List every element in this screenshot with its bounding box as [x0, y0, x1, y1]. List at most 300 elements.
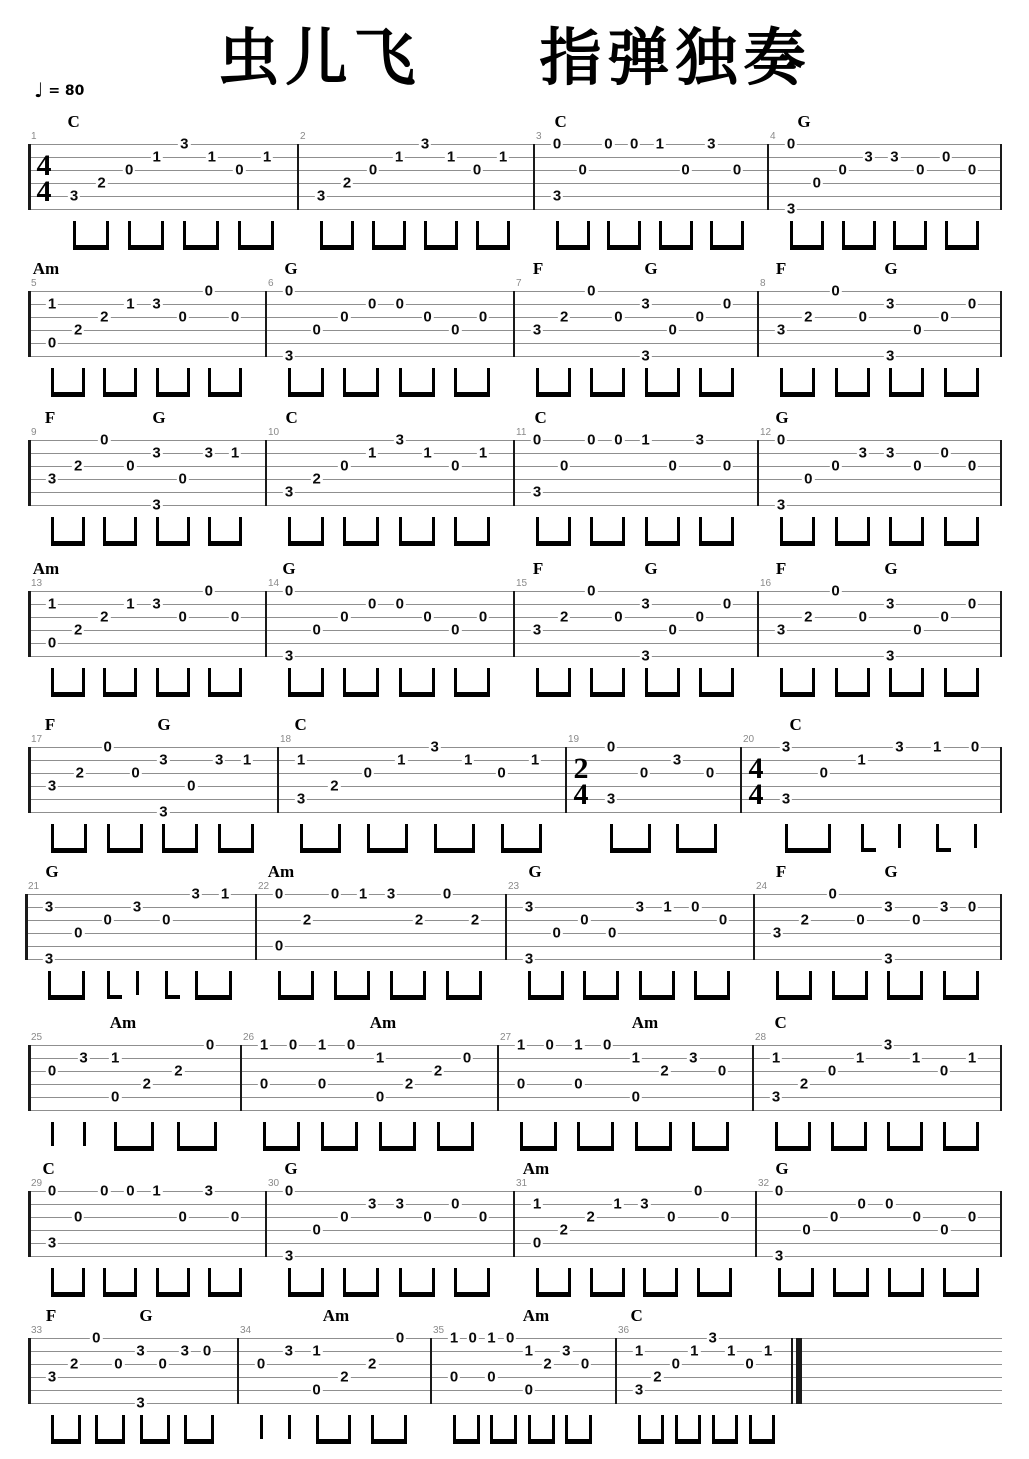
- final-thick-barline: [796, 1338, 802, 1404]
- measure-number: 1: [31, 131, 37, 142]
- fret-number: 0: [204, 582, 214, 600]
- beam-group: [842, 221, 876, 250]
- fret-number: 2: [174, 1062, 183, 1080]
- fret-number: 0: [423, 308, 432, 326]
- fret-number: 0: [587, 282, 596, 300]
- measure-number: 11: [516, 427, 527, 438]
- measure-barline: [28, 440, 31, 506]
- measure-barline: [265, 291, 267, 357]
- fret-number: 1: [126, 595, 135, 613]
- fret-number: 0: [256, 1355, 266, 1373]
- beam-group: [590, 517, 625, 546]
- fret-number: 0: [235, 161, 244, 179]
- fret-number: 0: [346, 1036, 356, 1054]
- fret-number: 0: [574, 1075, 583, 1093]
- measure-number: 33: [31, 1325, 43, 1336]
- fret-number: 3: [672, 751, 682, 769]
- staff-line: [28, 304, 1002, 305]
- beam-group: [156, 668, 190, 697]
- fret-number: 0: [940, 1221, 949, 1239]
- beam-group: [887, 971, 923, 1000]
- fret-number: 3: [776, 621, 786, 639]
- fret-number: 1: [220, 885, 230, 903]
- measure-barline: [265, 440, 267, 506]
- fret-number: 1: [358, 885, 368, 903]
- fret-number: 0: [607, 924, 617, 942]
- chord-label: C: [285, 408, 298, 427]
- measure-number: 35: [433, 1325, 445, 1336]
- fret-number: 3: [420, 135, 430, 153]
- fret-number: 2: [302, 911, 312, 929]
- fret-number: 0: [812, 174, 822, 192]
- beam-group: [343, 368, 379, 397]
- measure-number: 20: [743, 734, 755, 745]
- measure-barline: [740, 747, 742, 813]
- fret-number: 1: [771, 1049, 781, 1067]
- fret-number: 0: [916, 161, 925, 179]
- fret-number: 2: [69, 1355, 79, 1373]
- measure-number: 16: [760, 578, 772, 589]
- measure-barline: [615, 1338, 617, 1404]
- measure-barline: [757, 440, 759, 506]
- fret-number: 0: [614, 431, 623, 449]
- beam-group: [103, 668, 137, 697]
- fret-number: 0: [178, 608, 187, 626]
- fret-number: 0: [103, 911, 112, 929]
- fret-number: 1: [397, 751, 406, 769]
- beam-group: [321, 1122, 358, 1151]
- beam-stem: [288, 1415, 291, 1439]
- time-signature: [570, 752, 592, 811]
- fret-number: 3: [47, 1234, 57, 1252]
- fret-number: 1: [613, 1195, 622, 1213]
- beam-group: [565, 1415, 592, 1444]
- staff-line: [28, 291, 1002, 292]
- fret-number: 0: [284, 1182, 294, 1200]
- staff-line: [28, 1243, 1002, 1244]
- staff-line: [28, 812, 1002, 813]
- beam-stem: [974, 824, 977, 848]
- staff-line: [28, 343, 1002, 344]
- chord-label: G: [884, 862, 898, 881]
- measure-barline: [757, 291, 759, 357]
- fret-number: 0: [478, 308, 488, 326]
- fret-number: 2: [433, 1062, 443, 1080]
- fret-number: 3: [395, 1195, 405, 1213]
- chord-label: Am: [322, 1306, 350, 1325]
- beam-group: [140, 1415, 170, 1444]
- fret-number: 1: [367, 444, 377, 462]
- beam-group: [785, 824, 831, 853]
- measure-barline: [28, 747, 31, 813]
- fret-number: 0: [312, 321, 321, 339]
- measure-number: 15: [516, 578, 528, 589]
- fret-number: 2: [100, 308, 109, 326]
- fret-number: 0: [274, 885, 284, 903]
- beam-group: [590, 1268, 625, 1297]
- beam-stem-foot: [936, 824, 951, 852]
- fret-number: 0: [912, 911, 921, 929]
- fret-number: 3: [689, 1049, 698, 1067]
- fret-number: 1: [530, 751, 540, 769]
- beam-group: [48, 971, 85, 1000]
- fret-number: 3: [152, 496, 161, 514]
- chord-label: F: [45, 1306, 57, 1325]
- measure-barline: [28, 591, 31, 657]
- measure-number: 26: [243, 1032, 255, 1043]
- staff-line: [28, 1191, 1002, 1192]
- fret-number: 1: [423, 444, 432, 462]
- fret-number: 3: [44, 898, 54, 916]
- fret-number: 1: [207, 148, 217, 166]
- chord-label: C: [630, 1306, 643, 1325]
- fret-number: 0: [668, 321, 677, 339]
- time-signature-digit: 4: [573, 778, 589, 811]
- staff-line: [28, 183, 1002, 184]
- chord-label: G: [644, 259, 658, 278]
- fret-number: 3: [47, 1368, 57, 1386]
- fret-number: 1: [317, 1036, 327, 1054]
- beam-group: [95, 1415, 125, 1444]
- beam-group: [536, 517, 571, 546]
- beam-group: [288, 668, 324, 697]
- chord-label: G: [284, 259, 298, 278]
- fret-number: 3: [885, 647, 895, 665]
- staff-line: [28, 170, 1002, 171]
- fret-number: 3: [858, 444, 868, 462]
- fret-number: 3: [152, 595, 161, 613]
- fret-number: 3: [524, 950, 534, 968]
- row-end-barline: [1000, 440, 1002, 506]
- measure-number: 17: [31, 734, 43, 745]
- fret-number: 0: [472, 161, 482, 179]
- measure-number: 22: [258, 881, 270, 892]
- fret-number: 0: [831, 582, 840, 600]
- fret-number: 0: [532, 431, 542, 449]
- fret-number: 1: [855, 1049, 865, 1067]
- fret-number: 2: [543, 1355, 552, 1373]
- measure-number: 30: [268, 1178, 280, 1189]
- chord-label: F: [775, 862, 787, 881]
- fret-number: 2: [470, 911, 480, 929]
- beam-stem: [136, 971, 139, 995]
- fret-number: 0: [856, 911, 865, 929]
- beam-group: [528, 971, 564, 1000]
- fret-number: 0: [667, 1208, 676, 1226]
- measure-number: 8: [760, 278, 766, 289]
- measure-number: 2: [300, 131, 306, 142]
- chord-label: Am: [267, 862, 295, 881]
- fret-number: 3: [152, 444, 161, 462]
- beam-group: [390, 971, 426, 1000]
- fret-number: 1: [47, 595, 57, 613]
- beam-group: [635, 1122, 672, 1151]
- measure-number: 25: [31, 1032, 43, 1043]
- staff-line: [28, 643, 1002, 644]
- fret-number: 3: [159, 751, 168, 769]
- fret-number: 1: [259, 1036, 269, 1054]
- measure-number: 29: [31, 1178, 43, 1189]
- fret-number: 0: [827, 1062, 837, 1080]
- staff-line: [28, 1403, 1002, 1404]
- fret-number: 0: [202, 1342, 212, 1360]
- beam-group: [399, 668, 435, 697]
- measure-number: 21: [28, 881, 40, 892]
- staff-line: [28, 157, 1002, 158]
- beam-group: [399, 517, 435, 546]
- fret-number: 2: [586, 1208, 595, 1226]
- fret-number: 3: [885, 595, 895, 613]
- beam-group: [556, 221, 590, 250]
- beam-group: [699, 368, 734, 397]
- fret-number: 0: [230, 308, 240, 326]
- beam-group: [238, 221, 274, 250]
- staff-line: [28, 747, 1002, 748]
- fret-number: 3: [214, 751, 224, 769]
- fret-number: 0: [857, 1195, 866, 1213]
- beam-group: [208, 1268, 242, 1297]
- fret-number: 3: [367, 1195, 377, 1213]
- fret-number: 0: [913, 321, 922, 339]
- fret-number: 3: [524, 898, 534, 916]
- measure-barline: [297, 144, 299, 210]
- beam-group: [334, 971, 370, 1000]
- fret-number: 0: [363, 764, 373, 782]
- beam-group: [51, 824, 87, 853]
- beam-stem: [51, 1122, 54, 1146]
- chord-label: G: [284, 1159, 298, 1178]
- chord-label: C: [774, 1013, 787, 1032]
- beam-group: [645, 517, 680, 546]
- fret-number: 0: [451, 457, 460, 475]
- fret-number: 1: [262, 148, 272, 166]
- fret-number: 0: [131, 764, 140, 782]
- fret-number: 3: [885, 295, 895, 313]
- fret-number: 0: [395, 1329, 405, 1347]
- fret-number: 0: [967, 1208, 977, 1226]
- fret-number: 0: [100, 1182, 109, 1200]
- fret-number: 0: [451, 1195, 460, 1213]
- measure-number: 12: [760, 427, 772, 438]
- title-subtitle: 指弹独奏: [539, 21, 812, 94]
- measure-barline: [513, 440, 515, 506]
- beam-group: [889, 668, 924, 697]
- chord-label: C: [67, 112, 80, 131]
- fret-number: 0: [912, 1208, 922, 1226]
- beam-group: [316, 1415, 352, 1444]
- fret-number: 0: [614, 308, 623, 326]
- fret-number: 3: [180, 1342, 190, 1360]
- fret-number: 3: [939, 898, 949, 916]
- beam-group: [208, 368, 242, 397]
- fret-number: 3: [532, 621, 542, 639]
- fret-number: 2: [342, 174, 352, 192]
- fret-number: 3: [781, 790, 791, 808]
- measure-barline: [505, 894, 507, 960]
- fret-number: 2: [799, 1075, 809, 1093]
- chord-label: G: [797, 112, 811, 131]
- fret-number: 1: [911, 1049, 921, 1067]
- fret-number: 1: [726, 1342, 736, 1360]
- fret-number: 0: [745, 1355, 754, 1373]
- measure-barline: [430, 1338, 432, 1404]
- measure-number: 27: [500, 1032, 512, 1043]
- beam-group: [51, 368, 85, 397]
- measure-barline: [497, 1045, 499, 1111]
- fret-number: 0: [478, 608, 488, 626]
- row-end-barline: [1000, 747, 1002, 813]
- beam-group: [183, 221, 219, 250]
- staff-line: [28, 466, 1002, 467]
- beam-group: [208, 668, 242, 697]
- staff-line: [28, 1230, 1002, 1231]
- fret-number: 0: [178, 470, 187, 488]
- fret-number: 0: [695, 608, 705, 626]
- beam-group: [697, 1268, 732, 1297]
- fret-number: 0: [375, 1088, 385, 1106]
- fret-number: 0: [831, 457, 840, 475]
- fret-number: 0: [451, 321, 460, 339]
- fret-number: 3: [606, 790, 616, 808]
- fret-number: 3: [47, 777, 57, 795]
- fret-number: 0: [47, 634, 57, 652]
- fret-number: 3: [641, 647, 650, 665]
- fret-number: 3: [79, 1049, 88, 1067]
- measure-barline: [28, 1045, 31, 1111]
- fret-number: 0: [126, 1182, 135, 1200]
- beam-group: [699, 668, 734, 697]
- fret-number: 0: [967, 161, 977, 179]
- fret-number: 3: [296, 790, 306, 808]
- fret-number: 0: [312, 1381, 321, 1399]
- fret-number: 0: [111, 1088, 120, 1106]
- beam-group: [520, 1122, 557, 1151]
- beam-group: [638, 1415, 664, 1444]
- fret-number: 2: [340, 1368, 349, 1386]
- beam-group: [454, 668, 490, 697]
- fret-number: 2: [559, 308, 569, 326]
- staff-line: [28, 505, 1002, 506]
- fret-number: 2: [804, 608, 813, 626]
- fret-number: 3: [895, 738, 904, 756]
- fret-number: 3: [774, 1247, 784, 1265]
- chord-label: G: [282, 559, 296, 578]
- fret-number: 0: [230, 608, 240, 626]
- fret-number: 0: [776, 431, 786, 449]
- beam-group: [833, 1268, 869, 1297]
- fret-number: 3: [890, 148, 899, 166]
- fret-number: 1: [967, 1049, 977, 1067]
- chord-label: F: [532, 559, 544, 578]
- beam-group: [434, 824, 475, 853]
- fret-number: 0: [532, 1234, 542, 1252]
- fret-number: 0: [205, 1036, 215, 1054]
- chord-label: G: [775, 408, 789, 427]
- fret-number: 0: [274, 937, 284, 955]
- measure-number: 9: [31, 427, 37, 438]
- row-end-barline: [1000, 1045, 1002, 1111]
- fret-number: 0: [312, 1221, 321, 1239]
- beam-group: [528, 1415, 555, 1444]
- fret-number: 0: [970, 738, 980, 756]
- fret-number: 0: [340, 308, 349, 326]
- fret-number: 3: [136, 1342, 145, 1360]
- fret-number: 0: [367, 595, 377, 613]
- fret-number: 0: [940, 608, 949, 626]
- row-end-barline: [1000, 144, 1002, 210]
- measure-barline: [28, 1338, 31, 1404]
- beam-group: [645, 368, 680, 397]
- beam-group: [888, 1268, 924, 1297]
- fret-number: 1: [152, 148, 161, 166]
- beam-group: [156, 1268, 190, 1297]
- fret-number: 0: [967, 898, 977, 916]
- chord-label: G: [157, 715, 171, 734]
- beam-stem-foot: [165, 971, 180, 999]
- measure-number: 36: [618, 1325, 630, 1336]
- fret-number: 0: [885, 1195, 894, 1213]
- fret-number: 0: [442, 885, 452, 903]
- fret-number: 1: [47, 295, 57, 313]
- beam-group: [184, 1415, 214, 1444]
- beam-group: [945, 221, 979, 250]
- chord-label: C: [554, 112, 567, 131]
- beam-group: [343, 517, 379, 546]
- beam-group: [51, 517, 85, 546]
- fret-number: 0: [732, 161, 742, 179]
- fret-number: 0: [92, 1329, 101, 1347]
- fret-number: 1: [516, 1036, 526, 1054]
- fret-number: 3: [562, 1342, 571, 1360]
- fret-number: 0: [722, 595, 732, 613]
- measure-number: 13: [31, 578, 43, 589]
- beam-group: [300, 824, 341, 853]
- fret-number: 0: [614, 608, 623, 626]
- fret-number: 0: [74, 924, 83, 942]
- fret-number: 3: [883, 1036, 893, 1054]
- beam-group: [889, 517, 924, 546]
- row-end-barline: [1000, 894, 1002, 960]
- beam-group: [372, 221, 406, 250]
- beam-group: [643, 1268, 678, 1297]
- measure-barline: [753, 894, 755, 960]
- fret-number: 0: [317, 1075, 327, 1093]
- beam-group: [645, 668, 680, 697]
- row-end-barline: [1000, 1191, 1002, 1257]
- fret-number: 3: [771, 1088, 781, 1106]
- chord-label: G: [528, 862, 542, 881]
- fret-number: 0: [828, 885, 837, 903]
- tempo-value: = 80: [48, 83, 85, 99]
- chord-label: G: [152, 408, 166, 427]
- staff-line: [28, 356, 1002, 357]
- beam-group: [607, 221, 641, 250]
- fret-number: 0: [367, 295, 377, 313]
- fret-number: 3: [204, 444, 214, 462]
- fret-number: 0: [497, 764, 506, 782]
- measure-barline: [755, 1191, 757, 1257]
- fret-number: 0: [580, 911, 589, 929]
- staff-line: [28, 773, 1002, 774]
- beam-group: [536, 668, 571, 697]
- beam-group: [156, 368, 190, 397]
- chord-label: Am: [109, 1013, 137, 1032]
- staff-line: [28, 1377, 1002, 1378]
- fret-number: 0: [695, 308, 705, 326]
- fret-number: 0: [668, 457, 677, 475]
- staff-line: [28, 492, 1002, 493]
- measure-number: 7: [516, 278, 522, 289]
